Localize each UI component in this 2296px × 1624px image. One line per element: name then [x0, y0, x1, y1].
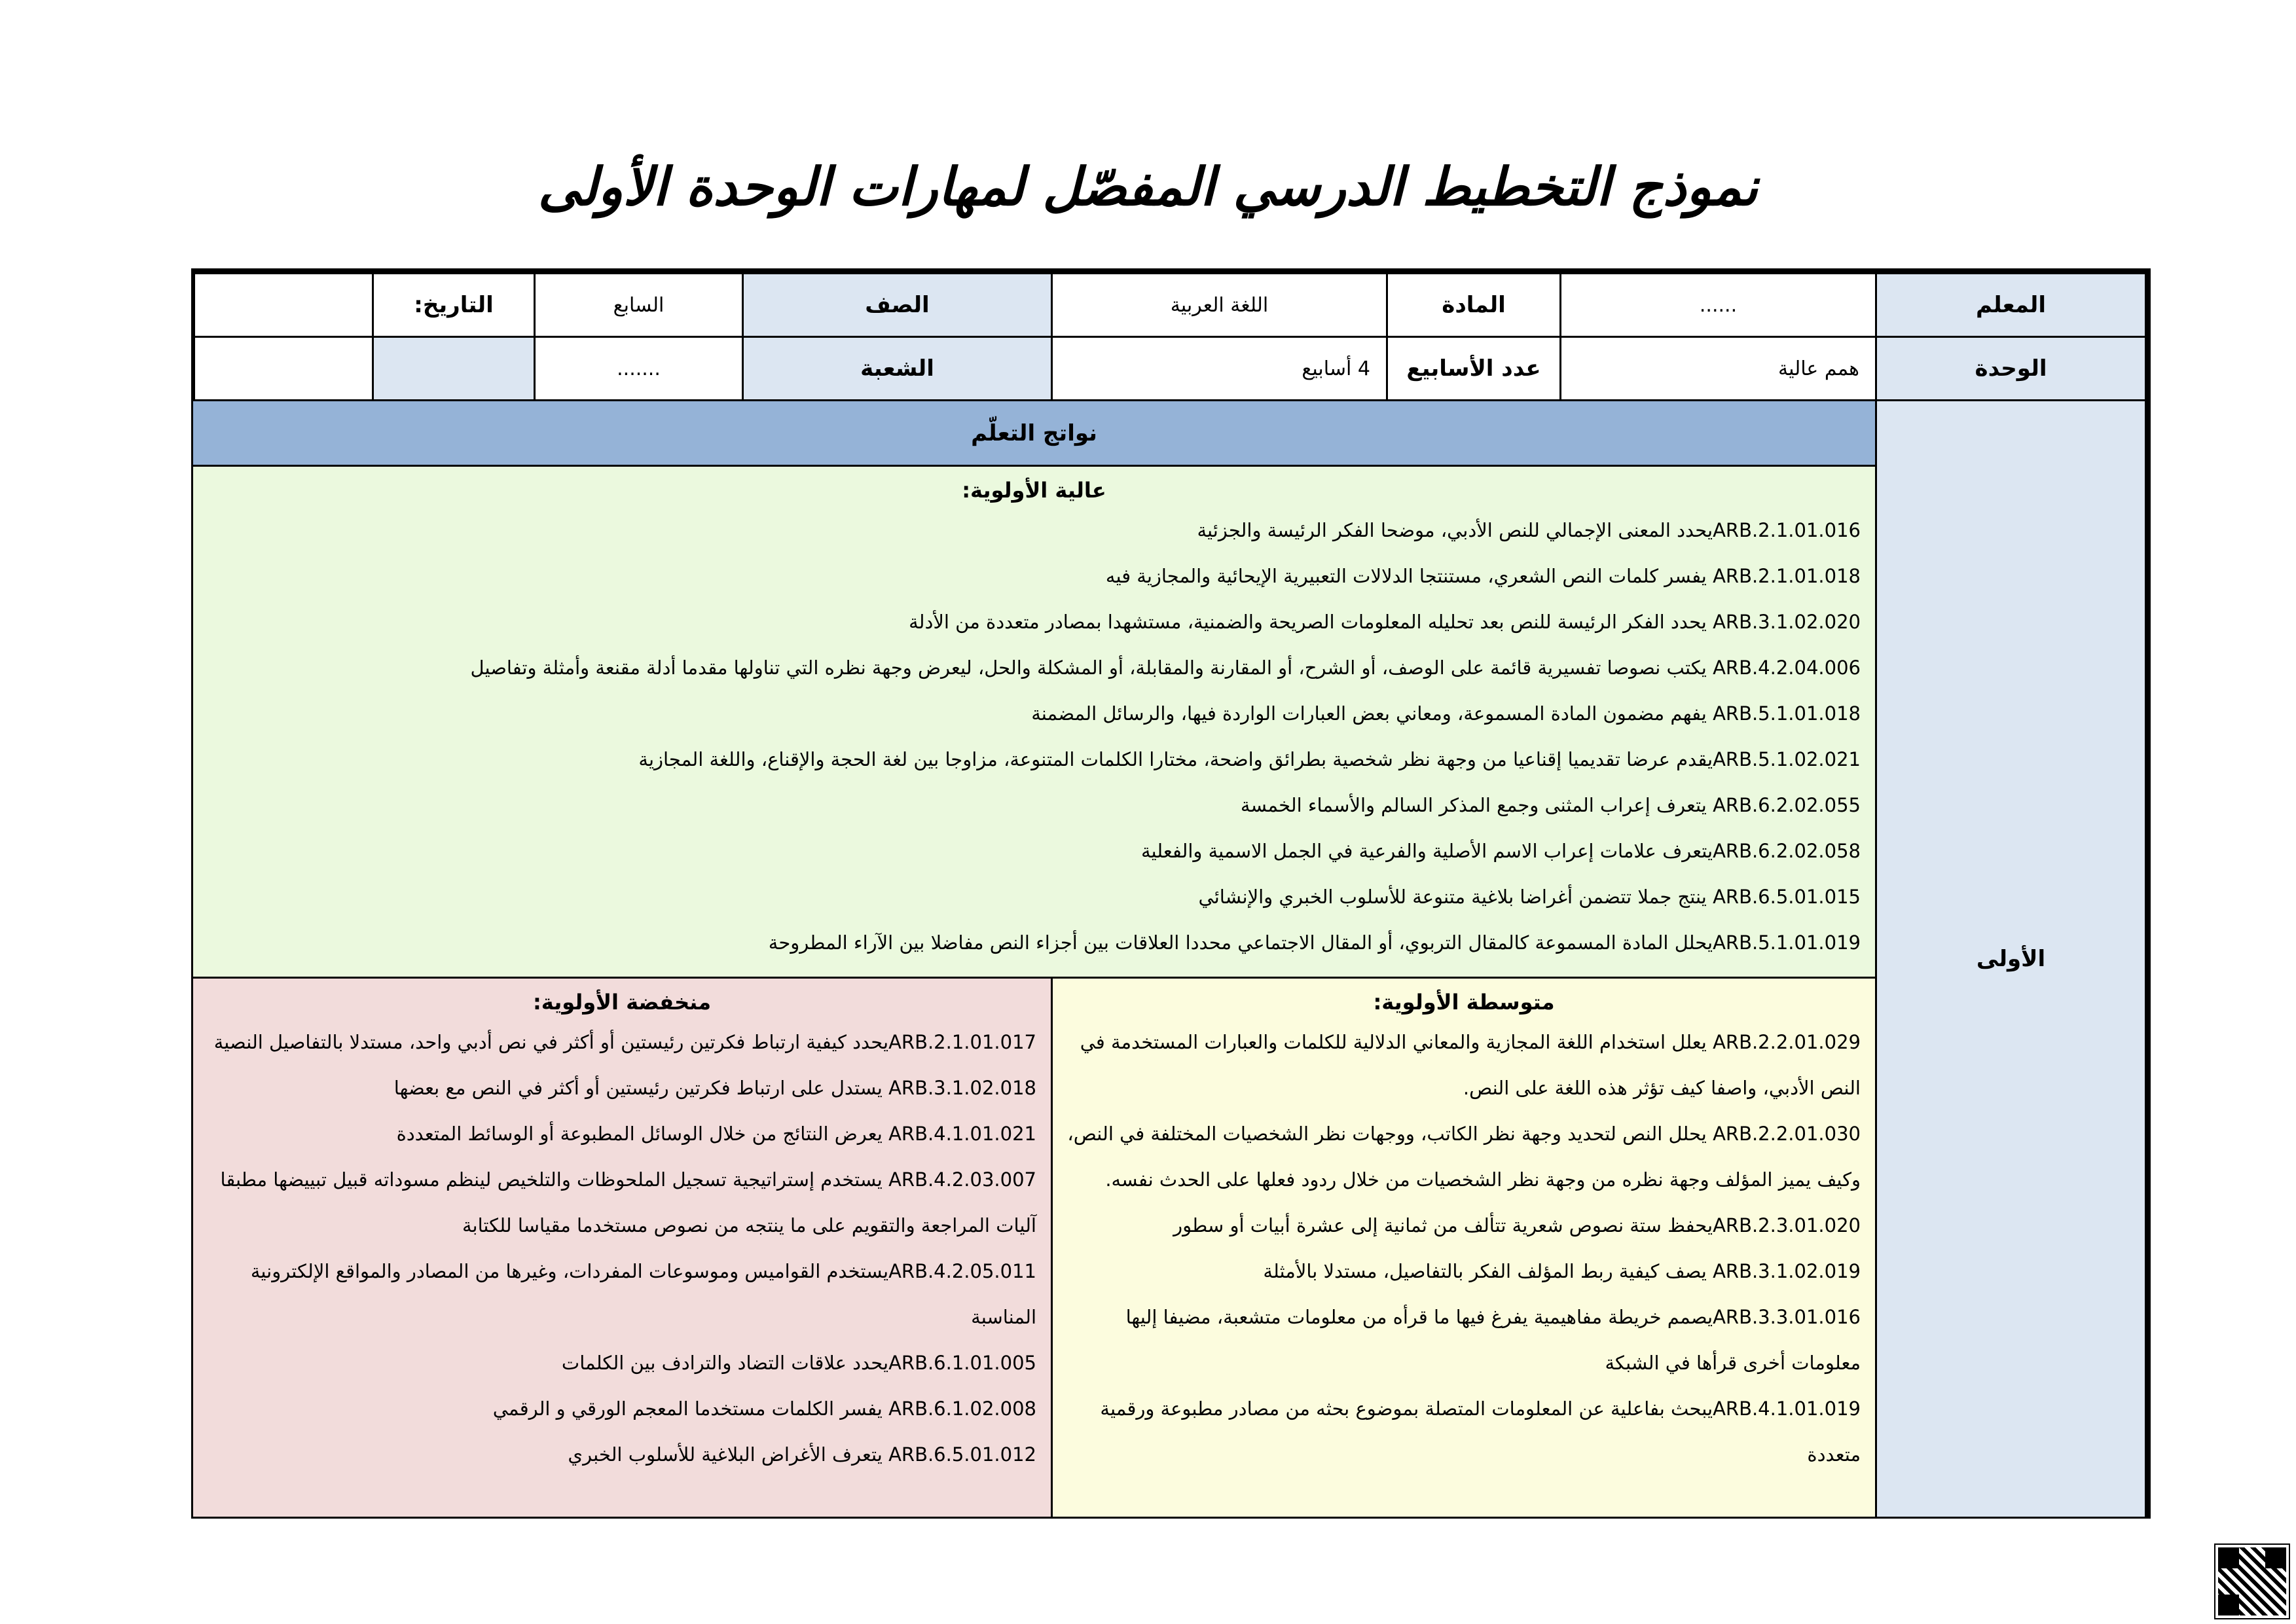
teacher-value: ......: [1559, 272, 1877, 338]
list-item: ARB.6.1.01.005يحدد علاقات التضاد والترادف بين الكلمات: [561, 1352, 1036, 1374]
outcomes-title: نواتج التعلّم: [191, 399, 1877, 467]
list-item: ARB.6.2.02.058يتعرف علامات إعراب الاسم الأصلية والفرعية في الجمل الاسمية والفعلية: [1140, 840, 1861, 862]
medium-priority-title: متوسطة الأولوية:: [1373, 990, 1555, 1015]
empty-cell: [191, 336, 374, 401]
list-item: ARB.5.1.01.019يحلل المادة المسموعة كالمقال التربوي، أو المقال الاجتماعي محددا العلاقات بين أجزاء النص مفاضلا بين الآراء المطروحة: [768, 931, 1861, 954]
unit-number: الأولى: [1875, 399, 2147, 1519]
unit-value: همم عالية: [1559, 336, 1877, 401]
list-item: ARB.6.1.02.008 يفسر الكلمات مستخدما المعجم الورقي و الرقمي: [492, 1398, 1036, 1420]
lesson-plan-table: [191, 268, 2151, 1519]
list-item: ARB.3.1.02.020 يحدد الفكر الرئيسة للنص بعد تحليله المعلومات الصريحة والضمنية، مستشهدا بمصادر متعددة من الأدلة: [909, 611, 1861, 633]
list-item: ARB.3.1.02.018 يستدل على ارتباط فكرتين رئيستين أو أكثر في النص مع بعضها: [393, 1077, 1036, 1099]
list-item: ARB.5.1.02.021يقدم عرضا تقديميا إقناعيا من وجهة نظر شخصية بطرائق واضحة، مختارا الكلمات المتنوعة، مزاوجا بين لغة الحجة والإقناع، واللغة المجازية: [638, 748, 1861, 770]
list-item: ARB.3.3.01.016يصمم خريطة مفاهيمية يفرغ فيها ما قرأه من معلومات متشعبة، مضيفا إليها معلومات أخرى قرأها في الشبكة: [1125, 1306, 1861, 1374]
high-priority-title: عالية الأولوية:: [962, 478, 1106, 503]
list-item: ARB.2.1.01.018 يفسر كلمات النص الشعري، مستنتجا الدلالات التعبيرية الإيحائية والمجازية فيه: [1105, 565, 1861, 587]
date-label: التاريخ:: [372, 272, 536, 338]
list-item: ARB.2.3.01.020يحفظ ستة نصوص شعرية تتألف من ثمانية إلى عشرة أبيات أو سطور: [1173, 1214, 1861, 1236]
grade-label: الصف: [742, 272, 1053, 338]
teacher-label: المعلم: [1875, 272, 2147, 338]
weeks-label: عدد الأسابيع: [1386, 336, 1561, 401]
unit-label: الوحدة: [1875, 336, 2147, 401]
date-value: [191, 272, 374, 338]
weeks-value: 4 أسابيع: [1051, 336, 1388, 401]
medium-priority-box: [1051, 977, 1877, 1519]
list-item: ARB.6.5.01.012 يتعرف الأغراض البلاغية للأسلوب الخبري: [568, 1443, 1036, 1466]
grade-value: السابع: [534, 272, 744, 338]
high-priority-list: [208, 507, 1861, 965]
low-priority-title: منخفضة الأولوية:: [532, 990, 712, 1015]
high-priority-box: [191, 465, 1877, 979]
list-item: ARB.4.1.01.019يبحث بفاعلية عن المعلومات المتصلة بموضوع بحثه من مصادر مطبوعة ورقمية متعددة: [1100, 1398, 1861, 1466]
list-item: ARB.2.1.01.017يحدد كيفية ارتباط فكرتين رئيستين أو أكثر في نص أدبي واحد، مستدلا بالتفاصيل النصية: [213, 1031, 1036, 1053]
list-item: ARB.4.2.05.011يستخدم القواميس وموسوعات المفردات، وغيرها من المصادر والمواقع الإلكترونية المناسبة: [250, 1260, 1036, 1328]
subject-label: المادة: [1386, 272, 1561, 338]
section-value: .......: [534, 336, 744, 401]
low-priority-box: [191, 977, 1053, 1519]
low-priority-list: [208, 1019, 1036, 1477]
qr-code-icon: [2215, 1545, 2289, 1618]
list-item: ARB.6.5.01.015 ينتج جملا تتضمن أغراضا بلاغية متنوعة للأسلوب الخبري والإنشائي: [1198, 886, 1861, 908]
list-item: ARB.5.1.01.018 يفهم مضمون المادة المسموعة، ومعاني بعض العبارات الواردة فيها، والرسائل المضمنة: [1031, 702, 1861, 725]
subject-value: اللغة العربية: [1051, 272, 1388, 338]
list-item: ARB.4.2.03.007 يستخدم إستراتيجية تسجيل الملحوظات والتلخيص لينظم مسوداته قبيل تبييضها مطبقا آليات المراجعة والتقويم على ما ينتجه من نصوص مستخدما مقياسا للكتابة: [220, 1168, 1036, 1236]
list-item: ARB.4.1.01.021 يعرض النتائج من خلال الوسائل المطبوعة أو الوسائط المتعددة: [396, 1123, 1036, 1145]
list-item: ARB.2.2.01.029 يعلل استخدام اللغة المجازية والمعاني الدلالية للكلمات والعبارات المستخدمة في النص الأدبي، واصفا كيف تؤثر هذه اللغة على النص.: [1080, 1031, 1861, 1099]
list-item: ARB.2.1.01.016يحدد المعنى الإجمالي للنص الأدبي، موضحا الفكر الرئيسة والجزئية: [1197, 519, 1861, 541]
list-item: ARB.6.2.02.055 يتعرف إعراب المثنى وجمع المذكر السالم والأسماء الخمسة: [1240, 794, 1861, 816]
section-label: الشعبة: [742, 336, 1053, 401]
list-item: ARB.4.2.04.006 يكتب نصوصا تفسيرية قائمة على الوصف، أو الشرح، أو المقارنة والمقابلة، أو المشكلة والحل، ليعرض وجهة نظره التي تناولها مقدما أدلة مقنعة وأمثلة وتفاصيل: [470, 657, 1861, 679]
medium-priority-list: [1067, 1019, 1861, 1477]
page-title: نموذج التخطيط الدرسي المفصّل لمهارات الوحدة الأولى: [538, 156, 1758, 217]
list-item: ARB.2.2.01.030 يحلل النص لتحديد وجهة نظر الكاتب، ووجهات نظر الشخصيات المختلفة في النص، وكيف يميز المؤلف وجهة نظره من وجهة نظر الشخصيات من خلال ردود فعلها على الحدث نفسه.: [1067, 1123, 1861, 1191]
list-item: ARB.3.1.02.019 يصف كيفية ربط المؤلف الفكر بالتفاصيل، مستدلا بالأمثلة: [1263, 1260, 1861, 1282]
date-extra-cell: [372, 336, 536, 401]
